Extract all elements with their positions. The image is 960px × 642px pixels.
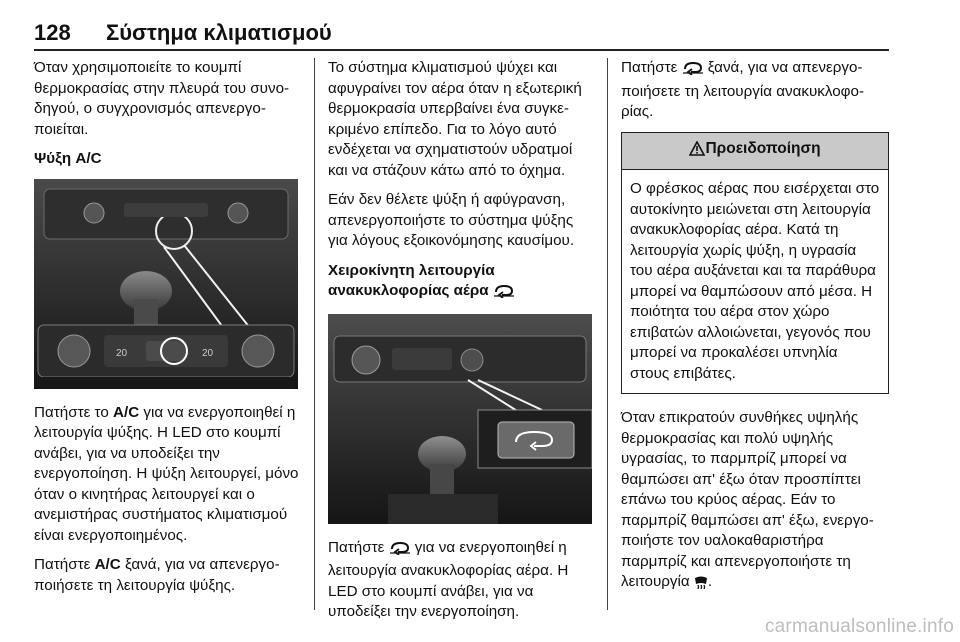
climate-panel-photo-ac bbox=[34, 179, 298, 389]
air-recirculation-icon bbox=[682, 61, 704, 82]
header-divider bbox=[34, 49, 889, 51]
section-title: Σύστημα κλιματισμού bbox=[106, 20, 332, 45]
ac-key-label: A/C bbox=[94, 556, 121, 573]
recirculation-off-paragraph: Πατήστε ξανά, για να απενεργοποιήσετε τη λειτουργία ανακυκλοφορίας. bbox=[621, 59, 865, 120]
warning-triangle-icon bbox=[689, 141, 705, 163]
left-temp-display: 20 bbox=[116, 347, 128, 359]
climate-panel-photo-recirculation bbox=[328, 314, 592, 524]
windscreen-defrost-icon bbox=[694, 575, 708, 596]
page-header bbox=[34, 20, 889, 52]
watermark: carmanualsonline.info bbox=[764, 616, 954, 637]
right-temp-display: 20 bbox=[202, 347, 214, 359]
column-1 bbox=[34, 58, 304, 605]
heading-ac-cooling: Ψύξη A/C bbox=[34, 150, 102, 167]
air-recirculation-icon bbox=[389, 541, 411, 562]
column-divider bbox=[314, 58, 315, 610]
warning-box bbox=[621, 132, 889, 395]
ac-again-paragraph: Πατήστε A/C ξανά, για να απενεργοποιήσετε τη λειτουργία ψύξης. bbox=[34, 556, 280, 594]
warning-header bbox=[622, 133, 888, 171]
heading-manual-recirculation: Χειροκίνητη λειτουργία ανακυκλοφορίας αέρα bbox=[328, 261, 594, 305]
ac-key-label: A/C bbox=[113, 403, 140, 421]
column-3 bbox=[621, 58, 889, 605]
recirculation-press-paragraph: Πατήστε για να ενεργοποιηθεί η λειτουργία ανακυκλοφορίας αέρα. Η LED στο κουμπί ανάβει, για να υποδείξει την ενεργοποίηση. bbox=[328, 538, 569, 620]
column-2 bbox=[328, 58, 594, 632]
cooling-info-paragraph: Το σύστημα κλιματισμού ψύχει και αφυγραίνει τον αέρα όταν η εξωτερική θερμοκρασία υπερβαίνει ένα συγκεκριμένο επίπεδο. Για το λόγο αυτό ενδέχεται να σχηματιστούν υδρατμοί και να στάζουν κάτω από το όχημα. bbox=[328, 59, 582, 179]
ac-press-paragraph: Πατήστε το A/C για να ενεργοποιηθεί η λειτουργία ψύξης. Η LED στο κουμπί ανάβει, για να υποδείξει την ενεργοποίηση. Η ψύξη λειτουργεί, μόνο όταν ο κινητήρας λειτουργεί και ο ανεμιστήρας συστήματος κλιματισμού είναι ενεργοποιημένος. bbox=[34, 403, 299, 544]
warning-title: Προειδοποίηση bbox=[705, 139, 821, 157]
page-number: 128 bbox=[34, 20, 71, 45]
fuel-saving-paragraph: Εάν δεν θέλετε ψύξη ή αφύγρανση, απενεργοποιήστε το σύστημα ψύξης για λόγους εξοικονόμησης καυσίμου. bbox=[328, 191, 575, 249]
windscreen-fog-paragraph: Όταν επικρατούν συνθήκες υψηλής θερμοκρασίας και πολύ υψηλής υγρασίας, το παρμπρίζ μπορεί να θαμπώσει απ' έξω όταν προσπίπτει επάνω του κρύος αέρας. Εάν το παρμπρίζ θαμπώσει απ' έξω, ενεργοποιήστε τον υαλοκαθαριστήρα παρμπρίζ και απενεργοποιήστε τη λειτουργία . bbox=[621, 408, 889, 596]
air-recirculation-icon bbox=[493, 284, 515, 305]
warning-text: Ο φρέσκος αέρας που εισέρχεται στο αυτοκίνητο μειώνεται στη λειτουργία ανακυκλοφορίας αέρα. Κατά τη λειτουργία χωρίς ψύξη, η υγρασία του αέρα αυξάνεται και τα παράθυρα μπορεί να θαμπώσουν από μέσα. Η ποιότητα του αέρα στον χώρο επιβατών αλλοιώνεται, γεγονός που μπορεί να προκαλέσει υπνηλία στους επιβάτες. bbox=[630, 180, 880, 382]
column-divider bbox=[607, 58, 608, 610]
intro-paragraph: Όταν χρησιμοποιείτε το κουμπί θερμοκρασίας στην πλευρά του συνοδηγού, ο συγχρονισμός απενεργοποιείται. bbox=[34, 59, 290, 138]
